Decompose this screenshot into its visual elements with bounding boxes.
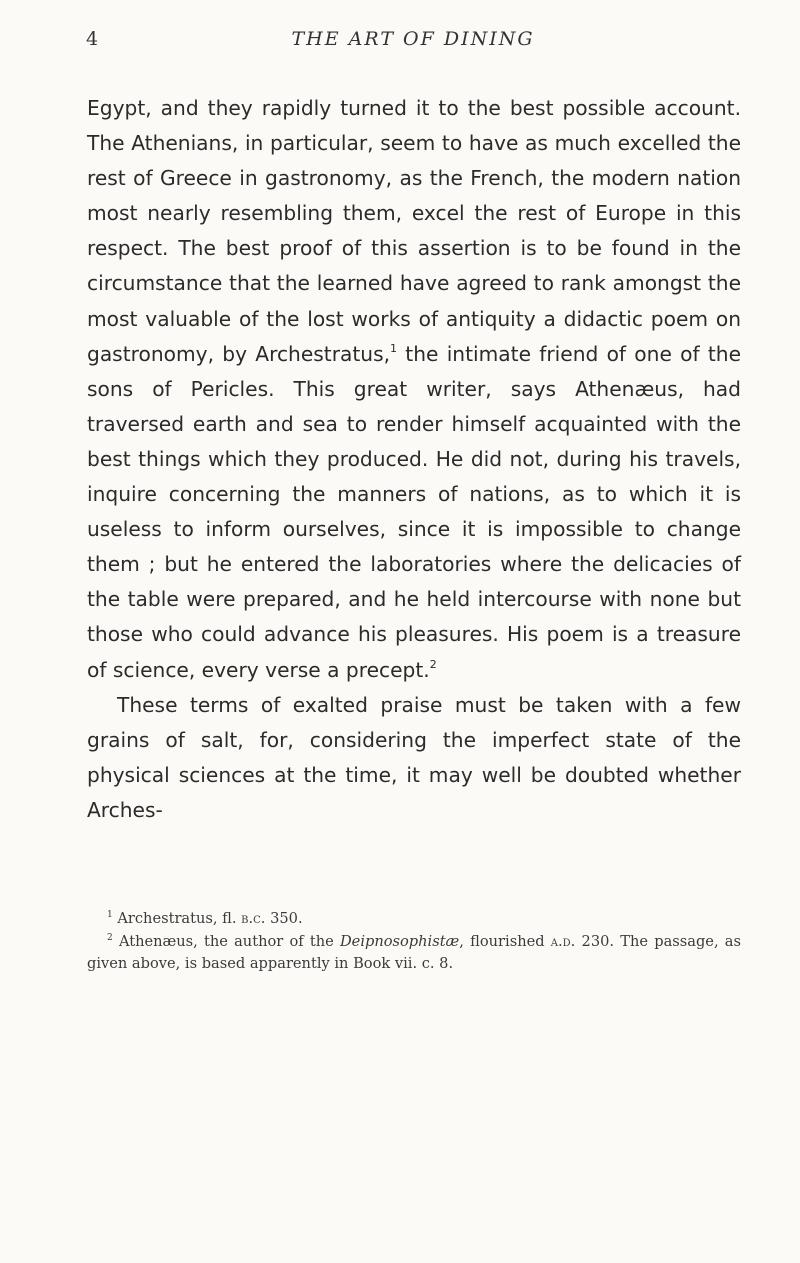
running-head [86,28,740,56]
footnote-text: , flourished [459,932,551,950]
footnote-mark: 1 [107,910,113,920]
footnote-work-title: Deipnosophistæ [339,932,460,950]
footnote-mark: 2 [107,932,113,943]
footnote-era: a.d. [550,932,576,950]
running-title: THE ART OF DINING [291,28,535,50]
footnote [87,931,741,976]
body-text [87,91,741,828]
footnote-text: Archestratus, fl. [112,910,242,927]
paragraph [87,91,741,688]
paragraph-text: Egypt, and they rapidly turned it to the best possible account. The Athenians, in particular, seem to have as much excelled the rest of Greece in gastronomy, as the French, the modern nation most nearly resembling them, excel the rest of Europe in this respect. The best proof of this assertion is to be found in the circumstance that the learned have agreed to rank amongst the most valuable of the lost works of antiquity a didactic poem on gastronomy, by Archestratus, [87,96,741,366]
footnote-text: 230. The passage, as given above, is based apparently in Book vii. c. 8. [87,932,741,972]
footnote-text: 350. [265,910,303,927]
footnote-reference: 2 [429,657,437,671]
footnote-text: Athenæus, the author of the [112,932,340,950]
page-number: 4 [86,28,99,50]
paragraph-text: the intimate friend of one of the sons of Pericles. This great writer, says Athenæus, had traversed earth and sea to render himself acquainted with the best things which they produced. He did not, during his travels, inquire concerning the manners of nations, as to which it is useless to inform ourselves, since it is impossible to change them ; but he entered the laboratories where the delicacies of the table were prepared, and he held intercourse with none but those who could advance his pleasures. His poem is a treasure of science, every verse a precept. [87,341,741,682]
footnote-reference: 1 [390,341,398,355]
paragraph: These terms of exalted praise must be taken with a few grains of salt, for, considering the imperfect state of the physical sciences at the time, it may well be doubted whether Arches- [87,692,741,822]
footnote-era: b.c. [241,910,266,927]
footnotes [87,908,741,976]
footnote [87,908,741,931]
